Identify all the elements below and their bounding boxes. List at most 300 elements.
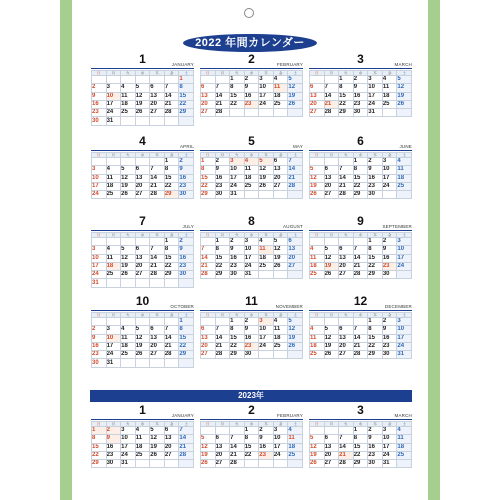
day-cell: 8 bbox=[164, 166, 179, 174]
day-cell: 25 bbox=[244, 182, 259, 190]
day-cell: 19 bbox=[310, 451, 325, 459]
day-cell: 15 bbox=[230, 92, 245, 100]
day-cell: 4 bbox=[397, 427, 412, 435]
day-cell: 23 bbox=[106, 451, 121, 459]
day-cell bbox=[121, 279, 136, 287]
month-2022-5 bbox=[200, 134, 303, 199]
day-cell: 1 bbox=[179, 318, 194, 326]
day-cell: 31 bbox=[244, 271, 259, 279]
week-row bbox=[92, 84, 194, 92]
day-cell: 5 bbox=[324, 326, 339, 334]
day-cell bbox=[339, 238, 354, 246]
month-header bbox=[91, 403, 194, 420]
month-name: MAY bbox=[292, 144, 303, 149]
day-cell: 22 bbox=[368, 342, 383, 350]
week-row bbox=[201, 254, 303, 262]
day-cell: 1 bbox=[164, 158, 179, 166]
month-header bbox=[309, 294, 412, 311]
weekday-label: 日 bbox=[310, 313, 325, 318]
month-header bbox=[200, 294, 303, 311]
weekday-label: 金 bbox=[382, 71, 397, 76]
day-cell: 11 bbox=[106, 174, 121, 182]
day-cell: 18 bbox=[259, 254, 274, 262]
weekday-label: 日 bbox=[310, 233, 325, 238]
month-2023-2 bbox=[200, 403, 303, 468]
week-row bbox=[92, 76, 194, 84]
week-row bbox=[201, 191, 303, 199]
month-header bbox=[200, 403, 303, 420]
day-cell: 23 bbox=[382, 262, 397, 270]
week-row bbox=[201, 451, 303, 459]
day-cell: 15 bbox=[201, 174, 216, 182]
day-cell: 12 bbox=[324, 334, 339, 342]
day-cell: 21 bbox=[230, 451, 245, 459]
day-cell: 7 bbox=[230, 435, 245, 443]
day-cell: 7 bbox=[215, 84, 230, 92]
day-cell: 17 bbox=[273, 443, 288, 451]
day-cell bbox=[288, 109, 303, 117]
month-number: 3 bbox=[357, 403, 364, 417]
day-cell: 3 bbox=[397, 238, 412, 246]
day-cell: 4 bbox=[106, 246, 121, 254]
weekday-label: 土 bbox=[288, 233, 303, 238]
week-row bbox=[92, 166, 194, 174]
day-cell: 2 bbox=[215, 158, 230, 166]
day-cell: 17 bbox=[382, 174, 397, 182]
month-name: NOVEMBER bbox=[275, 304, 303, 309]
weekday-label: 水 bbox=[135, 422, 150, 427]
day-cell: 30 bbox=[382, 271, 397, 279]
day-cell bbox=[92, 76, 107, 84]
day-cell bbox=[339, 427, 354, 435]
weekday-label: 木 bbox=[368, 313, 383, 318]
day-cell: 19 bbox=[397, 92, 412, 100]
day-cell bbox=[215, 427, 230, 435]
month-grid bbox=[91, 421, 194, 468]
day-cell bbox=[164, 318, 179, 326]
day-cell: 8 bbox=[201, 166, 216, 174]
day-cell: 15 bbox=[244, 443, 259, 451]
weekday-label: 火 bbox=[339, 313, 354, 318]
day-cell: 14 bbox=[201, 254, 216, 262]
day-cell: 7 bbox=[288, 158, 303, 166]
week-row bbox=[92, 460, 194, 468]
day-cell bbox=[259, 271, 274, 279]
day-cell: 18 bbox=[106, 262, 121, 270]
weekday-label: 日 bbox=[201, 233, 216, 238]
weekday-label: 日 bbox=[310, 422, 325, 427]
day-cell: 30 bbox=[353, 109, 368, 117]
day-cell: 23 bbox=[368, 182, 383, 190]
week-row bbox=[310, 100, 412, 108]
day-cell: 10 bbox=[106, 334, 121, 342]
day-cell: 9 bbox=[244, 84, 259, 92]
weekday-label: 土 bbox=[397, 153, 412, 158]
day-cell: 18 bbox=[310, 262, 325, 270]
day-cell: 7 bbox=[324, 84, 339, 92]
day-cell bbox=[106, 158, 121, 166]
week-row bbox=[92, 262, 194, 270]
day-cell: 26 bbox=[288, 100, 303, 108]
day-cell: 31 bbox=[106, 117, 121, 125]
day-cell: 7 bbox=[164, 326, 179, 334]
day-cell: 21 bbox=[164, 342, 179, 350]
week-row bbox=[92, 427, 194, 435]
day-cell: 16 bbox=[106, 443, 121, 451]
day-cell: 10 bbox=[397, 246, 412, 254]
day-cell bbox=[179, 279, 194, 287]
day-cell: 21 bbox=[150, 182, 165, 190]
day-cell: 8 bbox=[339, 84, 354, 92]
day-cell: 4 bbox=[397, 158, 412, 166]
day-cell: 10 bbox=[121, 435, 136, 443]
day-cell: 29 bbox=[92, 460, 107, 468]
week-row bbox=[92, 182, 194, 190]
day-cell: 3 bbox=[397, 318, 412, 326]
day-cell bbox=[164, 460, 179, 468]
day-cell: 9 bbox=[92, 334, 107, 342]
day-cell: 9 bbox=[215, 166, 230, 174]
day-cell: 19 bbox=[121, 262, 136, 270]
day-cell: 17 bbox=[259, 334, 274, 342]
day-cell: 4 bbox=[121, 326, 136, 334]
day-cell: 24 bbox=[259, 342, 274, 350]
weekday-label: 土 bbox=[397, 422, 412, 427]
week-row bbox=[310, 443, 412, 451]
week-row bbox=[201, 238, 303, 246]
weekday-label: 木 bbox=[150, 422, 165, 427]
day-cell: 12 bbox=[324, 254, 339, 262]
day-cell bbox=[273, 460, 288, 468]
month-2023-3 bbox=[309, 403, 412, 468]
weekday-label: 水 bbox=[135, 313, 150, 318]
day-cell bbox=[324, 76, 339, 84]
day-cell: 4 bbox=[310, 326, 325, 334]
day-cell: 13 bbox=[324, 443, 339, 451]
weekday-label: 金 bbox=[273, 71, 288, 76]
day-cell bbox=[121, 238, 136, 246]
weekday-label: 月 bbox=[324, 71, 339, 76]
day-cell: 4 bbox=[310, 246, 325, 254]
weekday-label: 木 bbox=[368, 422, 383, 427]
day-cell bbox=[106, 318, 121, 326]
day-cell: 24 bbox=[273, 451, 288, 459]
day-cell: 25 bbox=[288, 451, 303, 459]
day-cell: 20 bbox=[273, 174, 288, 182]
day-cell: 29 bbox=[353, 191, 368, 199]
month-grid bbox=[309, 152, 412, 199]
week-row bbox=[92, 334, 194, 342]
day-cell: 27 bbox=[150, 109, 165, 117]
week-row bbox=[92, 174, 194, 182]
day-cell: 13 bbox=[150, 334, 165, 342]
day-cell bbox=[201, 76, 216, 84]
day-cell: 26 bbox=[397, 100, 412, 108]
day-cell: 27 bbox=[135, 271, 150, 279]
day-cell: 11 bbox=[288, 435, 303, 443]
day-cell: 3 bbox=[382, 158, 397, 166]
day-cell: 14 bbox=[288, 166, 303, 174]
day-cell: 15 bbox=[179, 334, 194, 342]
day-cell: 8 bbox=[353, 166, 368, 174]
day-cell: 16 bbox=[179, 254, 194, 262]
day-cell bbox=[135, 76, 150, 84]
weekday-label: 水 bbox=[244, 233, 259, 238]
day-cell bbox=[92, 318, 107, 326]
day-cell: 15 bbox=[215, 254, 230, 262]
day-cell: 15 bbox=[164, 254, 179, 262]
day-cell: 6 bbox=[150, 84, 165, 92]
day-cell: 13 bbox=[164, 435, 179, 443]
day-cell: 27 bbox=[310, 109, 325, 117]
day-cell: 25 bbox=[273, 100, 288, 108]
month-grid bbox=[309, 70, 412, 117]
day-cell bbox=[310, 158, 325, 166]
day-cell: 7 bbox=[339, 435, 354, 443]
month-header bbox=[200, 52, 303, 69]
month-name: FEBRUARY bbox=[276, 413, 303, 418]
day-cell: 2 bbox=[382, 238, 397, 246]
day-cell: 5 bbox=[310, 166, 325, 174]
day-cell bbox=[150, 117, 165, 125]
day-cell bbox=[324, 158, 339, 166]
day-cell: 6 bbox=[324, 166, 339, 174]
month-header bbox=[200, 134, 303, 151]
month-name: JANUARY bbox=[171, 413, 194, 418]
day-cell: 8 bbox=[230, 326, 245, 334]
day-cell: 21 bbox=[288, 174, 303, 182]
week-row bbox=[310, 351, 412, 359]
day-cell: 22 bbox=[201, 182, 216, 190]
day-cell: 26 bbox=[150, 451, 165, 459]
day-cell: 17 bbox=[121, 443, 136, 451]
month-name: AUGUST bbox=[283, 224, 303, 229]
day-cell: 18 bbox=[106, 182, 121, 190]
day-cell: 6 bbox=[164, 427, 179, 435]
day-cell: 30 bbox=[368, 460, 383, 468]
day-cell: 26 bbox=[324, 351, 339, 359]
weekday-label: 水 bbox=[244, 313, 259, 318]
day-cell: 7 bbox=[150, 246, 165, 254]
week-row bbox=[310, 191, 412, 199]
weekday-label: 金 bbox=[164, 71, 179, 76]
day-cell: 24 bbox=[230, 182, 245, 190]
month-2022-7 bbox=[91, 214, 194, 288]
weekday-label: 金 bbox=[164, 233, 179, 238]
day-cell: 29 bbox=[368, 351, 383, 359]
day-cell bbox=[121, 76, 136, 84]
day-cell bbox=[324, 427, 339, 435]
left-green-border bbox=[60, 0, 72, 500]
month-number: 8 bbox=[248, 214, 255, 228]
day-cell: 26 bbox=[121, 191, 136, 199]
day-cell: 23 bbox=[368, 451, 383, 459]
day-cell: 14 bbox=[353, 334, 368, 342]
day-cell: 5 bbox=[288, 318, 303, 326]
month-header bbox=[309, 134, 412, 151]
day-cell bbox=[310, 238, 325, 246]
day-cell bbox=[324, 238, 339, 246]
day-cell: 20 bbox=[135, 262, 150, 270]
week-row bbox=[92, 117, 194, 125]
day-cell: 11 bbox=[273, 326, 288, 334]
day-cell bbox=[164, 117, 179, 125]
day-cell: 18 bbox=[273, 334, 288, 342]
month-number: 4 bbox=[139, 134, 146, 148]
weekday-label: 木 bbox=[259, 153, 274, 158]
day-cell: 23 bbox=[382, 342, 397, 350]
weekday-label: 月 bbox=[324, 422, 339, 427]
day-cell: 25 bbox=[135, 451, 150, 459]
day-cell: 16 bbox=[259, 443, 274, 451]
day-cell: 6 bbox=[201, 326, 216, 334]
day-cell: 24 bbox=[244, 262, 259, 270]
day-cell bbox=[397, 191, 412, 199]
weekday-label: 土 bbox=[288, 422, 303, 427]
week-row bbox=[92, 279, 194, 287]
day-cell: 20 bbox=[215, 451, 230, 459]
day-cell: 16 bbox=[244, 92, 259, 100]
day-cell: 21 bbox=[215, 100, 230, 108]
day-cell: 6 bbox=[150, 326, 165, 334]
weekday-label: 火 bbox=[339, 71, 354, 76]
day-cell: 5 bbox=[259, 158, 274, 166]
day-cell: 21 bbox=[339, 182, 354, 190]
month-header bbox=[309, 403, 412, 420]
weekday-label: 金 bbox=[164, 422, 179, 427]
day-cell: 5 bbox=[310, 435, 325, 443]
day-cell: 26 bbox=[324, 271, 339, 279]
week-row bbox=[92, 246, 194, 254]
hanging-hole bbox=[244, 8, 254, 18]
weekday-label: 日 bbox=[92, 153, 107, 158]
weekday-label: 土 bbox=[179, 313, 194, 318]
week-row bbox=[92, 359, 194, 367]
day-cell: 18 bbox=[121, 342, 136, 350]
day-cell bbox=[106, 238, 121, 246]
week-row bbox=[92, 318, 194, 326]
day-cell: 25 bbox=[397, 182, 412, 190]
week-row bbox=[310, 326, 412, 334]
day-cell: 12 bbox=[121, 254, 136, 262]
day-cell: 2 bbox=[230, 238, 245, 246]
month-header bbox=[91, 294, 194, 311]
day-cell: 1 bbox=[353, 158, 368, 166]
day-cell bbox=[339, 318, 354, 326]
day-cell: 23 bbox=[92, 351, 107, 359]
day-cell: 23 bbox=[230, 262, 245, 270]
day-cell: 11 bbox=[382, 84, 397, 92]
day-cell: 12 bbox=[288, 326, 303, 334]
day-cell bbox=[201, 427, 216, 435]
day-cell: 11 bbox=[259, 246, 274, 254]
weekday-label: 火 bbox=[230, 71, 245, 76]
year-2023-divider: 2023年 bbox=[90, 390, 412, 402]
day-cell: 19 bbox=[121, 182, 136, 190]
day-cell: 28 bbox=[339, 191, 354, 199]
month-grid bbox=[200, 152, 303, 199]
day-cell: 23 bbox=[259, 451, 274, 459]
weekday-label: 土 bbox=[397, 233, 412, 238]
day-cell: 7 bbox=[353, 246, 368, 254]
day-cell: 24 bbox=[382, 182, 397, 190]
day-cell: 8 bbox=[244, 435, 259, 443]
day-cell: 11 bbox=[310, 334, 325, 342]
weekday-label: 月 bbox=[324, 233, 339, 238]
month-name: MARCH bbox=[394, 413, 412, 418]
weekday-label: 日 bbox=[310, 71, 325, 76]
weekday-label: 水 bbox=[353, 313, 368, 318]
day-cell: 18 bbox=[397, 443, 412, 451]
day-cell: 3 bbox=[92, 246, 107, 254]
day-cell: 10 bbox=[368, 84, 383, 92]
day-cell: 6 bbox=[339, 246, 354, 254]
day-cell: 25 bbox=[382, 100, 397, 108]
month-2022-9 bbox=[309, 214, 412, 279]
week-row bbox=[310, 451, 412, 459]
day-cell: 19 bbox=[201, 451, 216, 459]
day-cell: 12 bbox=[121, 174, 136, 182]
day-cell bbox=[230, 109, 245, 117]
day-cell: 27 bbox=[164, 451, 179, 459]
day-cell: 3 bbox=[106, 326, 121, 334]
day-cell: 12 bbox=[150, 435, 165, 443]
day-cell: 27 bbox=[215, 460, 230, 468]
day-cell: 22 bbox=[230, 100, 245, 108]
month-grid bbox=[309, 312, 412, 359]
day-cell: 20 bbox=[324, 182, 339, 190]
day-cell: 14 bbox=[230, 443, 245, 451]
day-cell: 18 bbox=[397, 174, 412, 182]
month-grid bbox=[200, 421, 303, 468]
day-cell: 5 bbox=[397, 76, 412, 84]
weekday-label: 土 bbox=[288, 313, 303, 318]
day-cell: 1 bbox=[201, 158, 216, 166]
day-cell bbox=[259, 460, 274, 468]
day-cell: 26 bbox=[273, 262, 288, 270]
day-cell: 3 bbox=[230, 158, 245, 166]
week-row bbox=[92, 238, 194, 246]
weekday-label: 月 bbox=[106, 233, 121, 238]
week-row bbox=[310, 174, 412, 182]
day-cell: 5 bbox=[135, 84, 150, 92]
weekday-label: 火 bbox=[121, 313, 136, 318]
day-cell: 6 bbox=[273, 158, 288, 166]
day-cell: 14 bbox=[179, 435, 194, 443]
day-cell: 29 bbox=[368, 271, 383, 279]
day-cell: 30 bbox=[92, 117, 107, 125]
month-grid bbox=[309, 421, 412, 468]
day-cell: 16 bbox=[215, 174, 230, 182]
day-cell: 17 bbox=[368, 92, 383, 100]
day-cell: 11 bbox=[397, 166, 412, 174]
day-cell: 15 bbox=[368, 334, 383, 342]
day-cell: 28 bbox=[230, 460, 245, 468]
day-cell: 5 bbox=[324, 246, 339, 254]
day-cell: 17 bbox=[106, 342, 121, 350]
day-cell: 13 bbox=[339, 334, 354, 342]
day-cell: 5 bbox=[121, 166, 136, 174]
day-cell: 28 bbox=[324, 109, 339, 117]
day-cell: 12 bbox=[135, 334, 150, 342]
day-cell: 4 bbox=[288, 427, 303, 435]
day-cell: 8 bbox=[215, 246, 230, 254]
day-cell: 21 bbox=[353, 342, 368, 350]
day-cell: 27 bbox=[135, 191, 150, 199]
day-cell: 9 bbox=[230, 246, 245, 254]
day-cell: 9 bbox=[368, 435, 383, 443]
day-cell bbox=[244, 460, 259, 468]
